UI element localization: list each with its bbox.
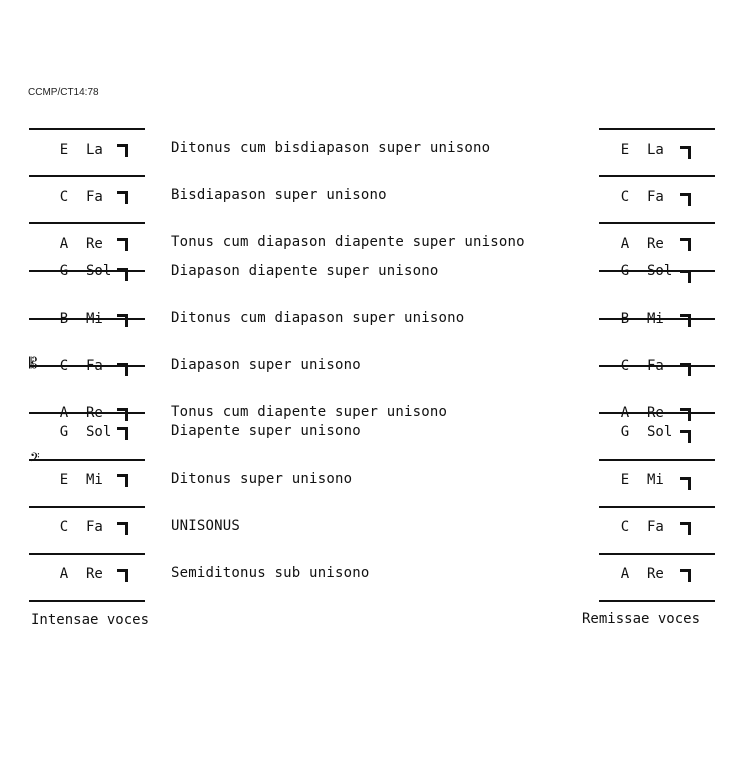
staff-line [29,600,145,602]
interval-label: Diapason super unisono [171,357,361,373]
note-syllable-right: Re [647,566,664,582]
note-syllable-right: Re [647,405,664,421]
interval-label: Bisdiapason super unisono [171,187,387,203]
note-mark-left [125,427,128,440]
note-syllable-right: Mi [647,472,664,488]
note-syllable-left: Mi [86,311,103,327]
note-syllable-right: Sol [647,263,673,279]
note-letter-left: A [59,236,69,252]
note-mark-right [688,477,691,490]
note-syllable-right: Fa [647,519,664,535]
note-syllable-left: Re [86,566,103,582]
reference-code: CCMP/CT14:78 [28,87,99,98]
note-letter-left: A [59,566,69,582]
note-letter-left: C [59,519,69,535]
note-syllable-right: Fa [647,189,664,205]
note-letter-right: G [620,424,630,440]
interval-label: Ditonus cum diapason super unisono [171,310,465,326]
note-syllable-left: Sol [86,424,112,440]
note-mark-left [125,474,128,487]
staff-line [599,175,715,177]
note-letter-left: C [59,189,69,205]
note-letter-right: A [620,236,630,252]
note-letter-right: C [620,358,630,374]
note-mark-right [688,569,691,582]
note-letter-left: E [59,472,69,488]
note-syllable-left: Re [86,405,103,421]
note-mark-left [125,363,128,376]
note-letter-right: G [620,263,630,279]
note-letter-left: G [59,263,69,279]
note-letter-right: E [620,142,630,158]
note-mark-left [125,238,128,251]
note-mark-left [125,268,128,281]
note-syllable-left: Fa [86,189,103,205]
note-letter-left: B [59,311,69,327]
footer-left-label: Intensae voces [31,612,150,628]
note-syllable-left: La [86,142,103,158]
note-syllable-left: Fa [86,519,103,535]
staff-line [599,222,715,224]
staff-line [29,553,145,555]
note-letter-left: E [59,142,69,158]
staff-line [599,506,715,508]
note-syllable-left: Fa [86,358,103,374]
note-mark-right [688,430,691,443]
note-letter-right: A [620,566,630,582]
note-mark-right [688,238,691,251]
interval-label: Semiditonus sub unisono [171,565,370,581]
note-mark-right [688,408,691,421]
note-letter-right: C [620,519,630,535]
note-mark-left [125,569,128,582]
note-letter-left: A [59,405,69,421]
note-mark-left [125,191,128,204]
footer-right-label: Remissae voces [582,611,701,627]
staff-line [599,600,715,602]
staff-line [29,506,145,508]
note-syllable-right: Sol [647,424,673,440]
interval-label: Ditonus cum bisdiapason super unisono [171,140,491,156]
note-mark-left [125,314,128,327]
note-mark-right [688,522,691,535]
note-letter-right: E [620,472,630,488]
note-mark-left [125,522,128,535]
staff-line [29,459,145,461]
staff-line [29,222,145,224]
staff-line [599,128,715,130]
staff-line [599,553,715,555]
note-syllable-right: La [647,142,664,158]
interval-label: Tonus cum diapason diapente super unisono [171,234,525,250]
interval-label: Ditonus super unisono [171,471,353,487]
note-mark-right [688,146,691,159]
note-letter-left: G [59,424,69,440]
note-mark-right [688,363,691,376]
note-syllable-left: Re [86,236,103,252]
note-syllable-left: Sol [86,263,112,279]
staff-line [29,128,145,130]
note-syllable-right: Fa [647,358,664,374]
note-mark-left [125,408,128,421]
note-mark-right [688,314,691,327]
interval-label: Tonus cum diapente super unisono [171,404,448,420]
interval-label: Diapason diapente super unisono [171,263,439,279]
note-mark-right [688,270,691,283]
note-mark-right [688,193,691,206]
c-clef-icon: 𝄡 [29,354,38,372]
note-letter-right: B [620,311,630,327]
note-mark-left [125,144,128,157]
f-clef-icon: 𝄢 [30,450,40,468]
note-letter-right: A [620,405,630,421]
note-letter-right: C [620,189,630,205]
note-letter-left: C [59,358,69,374]
staff-line [599,459,715,461]
staff-line [29,175,145,177]
interval-label: UNISONUS [171,518,241,534]
note-syllable-right: Mi [647,311,664,327]
interval-label: Diapente super unisono [171,423,361,439]
note-syllable-right: Re [647,236,664,252]
note-syllable-left: Mi [86,472,103,488]
